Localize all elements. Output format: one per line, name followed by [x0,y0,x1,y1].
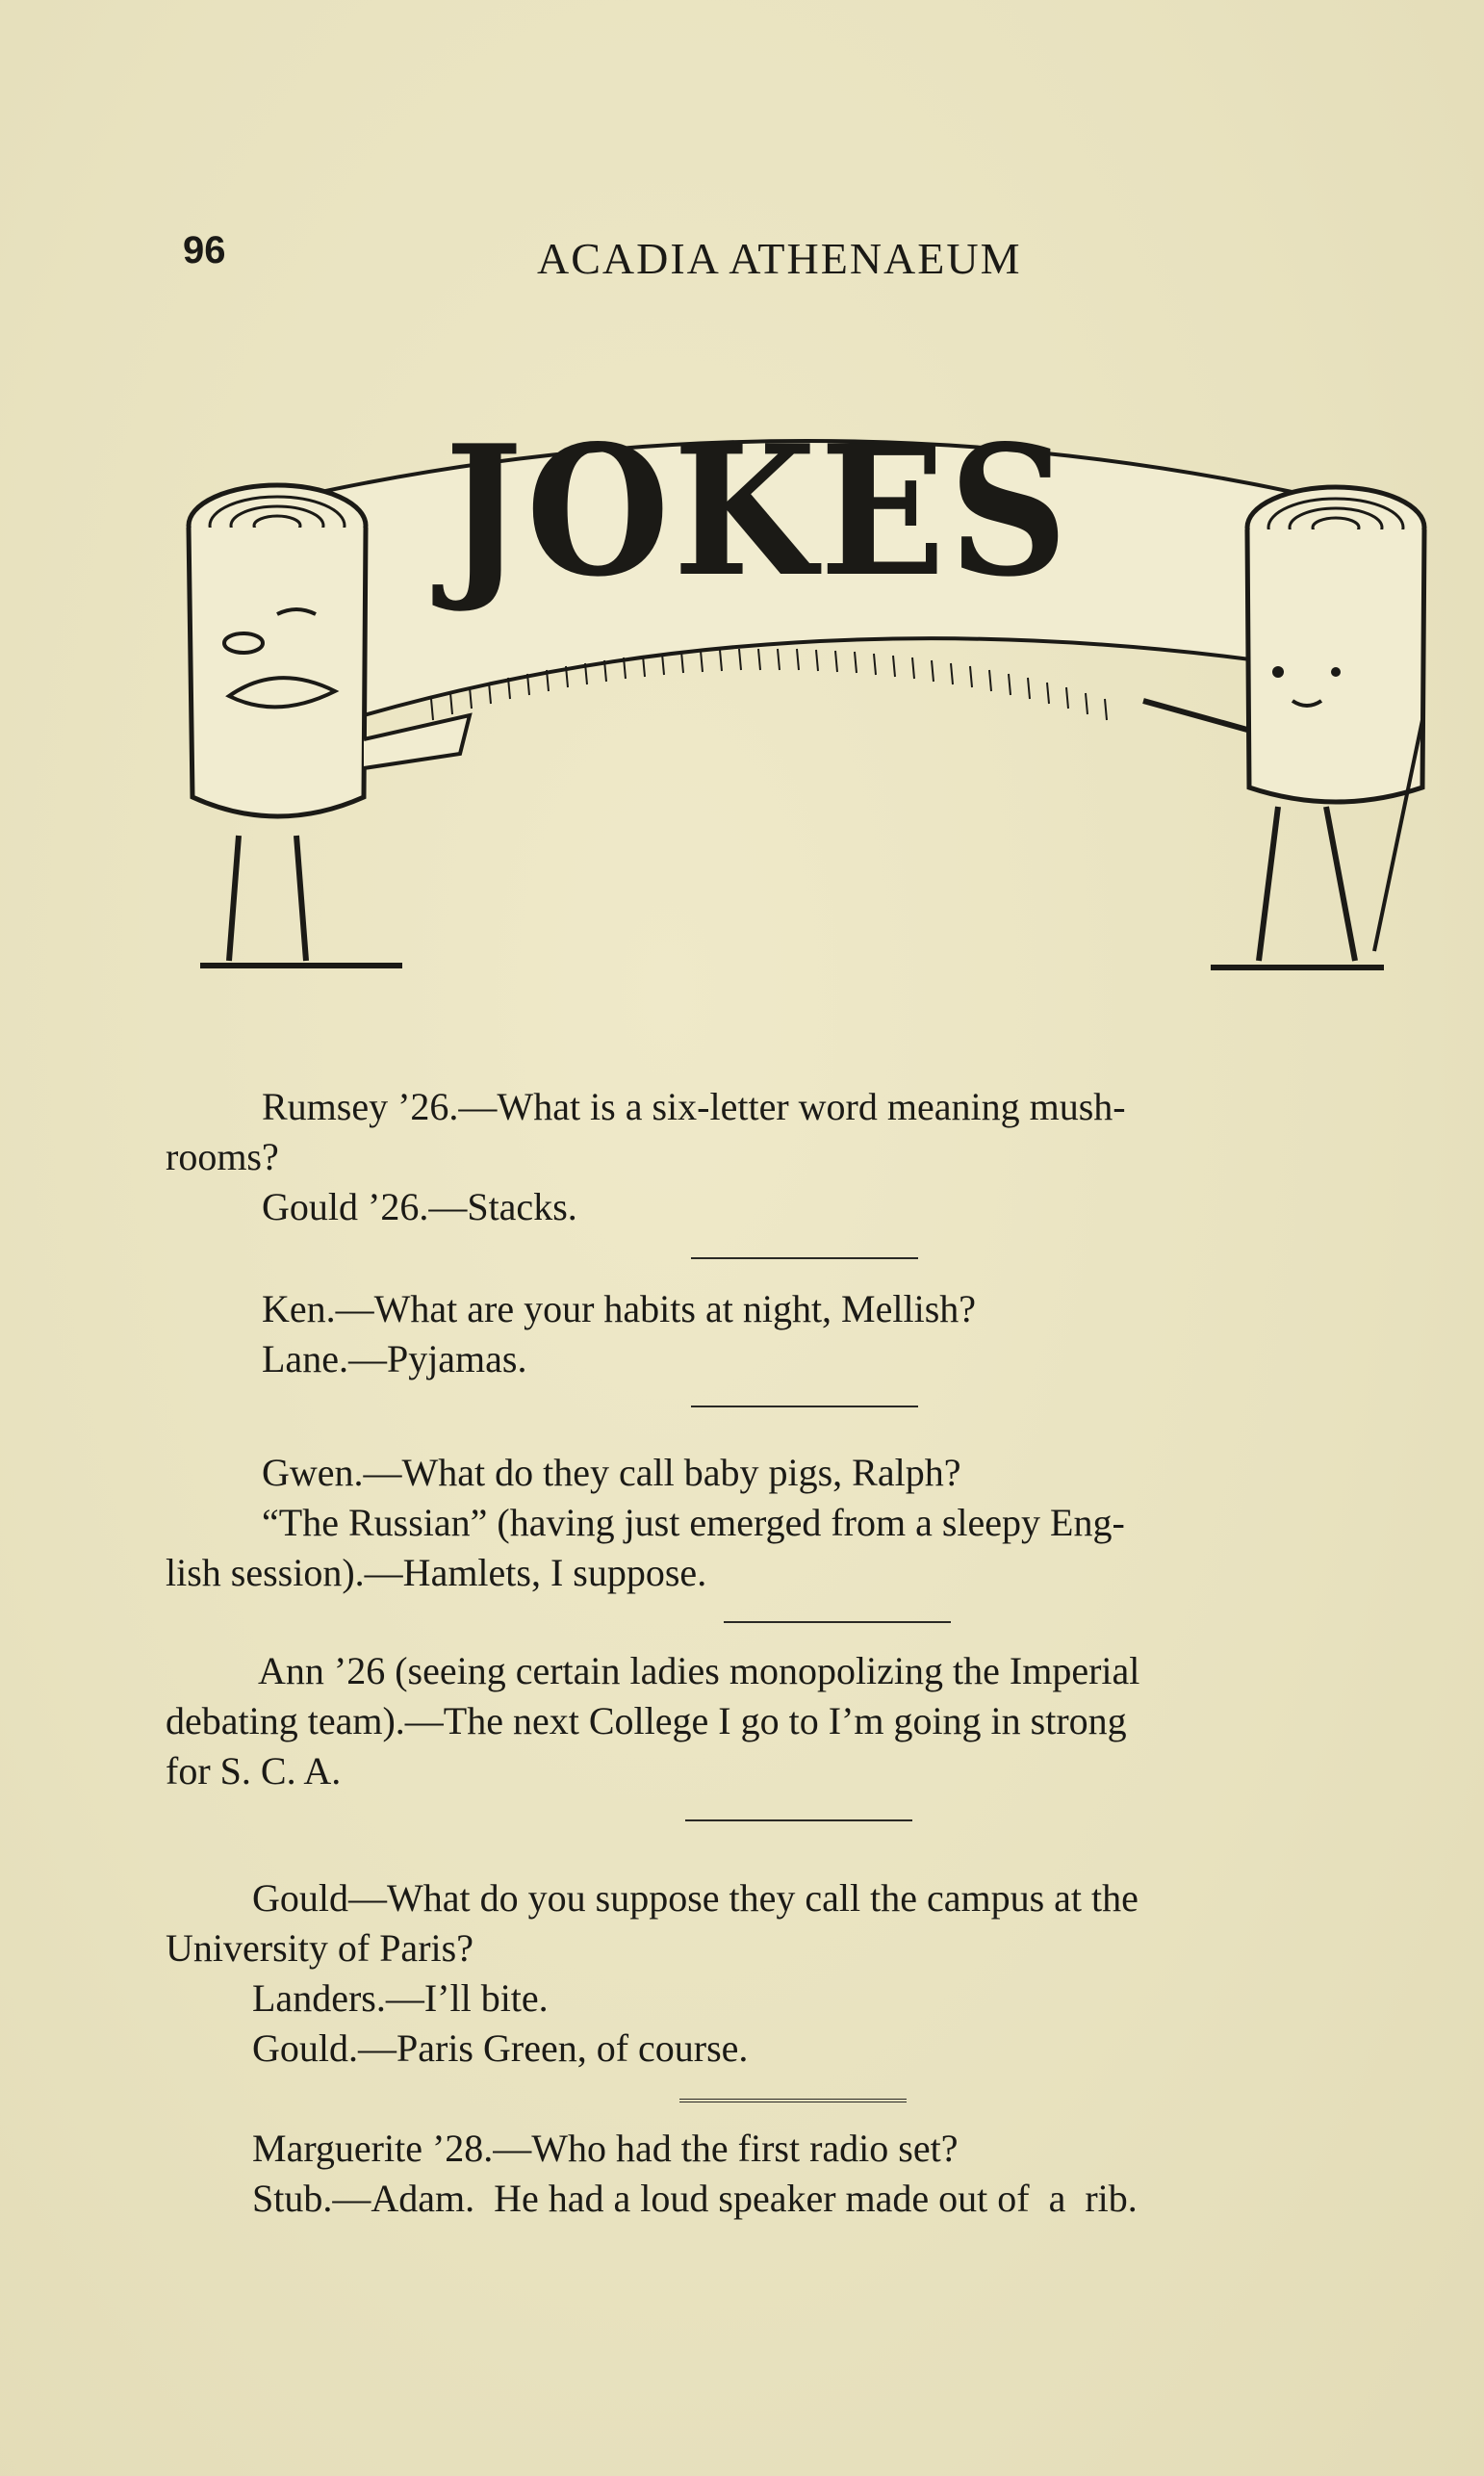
joke-divider [691,1257,918,1259]
joke-line: lish session).—Hamlets, I suppose. [166,1551,707,1594]
joke-line: for S. C. A. [166,1749,342,1793]
joke-line: Gwen.—What do they call baby pigs, Ralph? [262,1451,961,1494]
joke-line: Rumsey ’26.—What is a six-letter word meaning mush- [262,1085,1126,1128]
joke-6 [166,2124,1417,2224]
joke-line: Marguerite ’28.—Who had the first radio set? [252,2127,959,2170]
page-number: 96 [183,229,226,271]
joke-2 [166,1284,1417,1384]
joke-line: Stub.—Adam. He had a loud speaker made out of a rib. [252,2177,1138,2220]
joke-line: debating team).—The next College I go to I’m going in strong [166,1699,1127,1742]
joke-3 [166,1448,1417,1598]
joke-divider [685,1819,912,1821]
joke-line: Gould—What do you suppose they call the campus at the [252,1876,1139,1920]
joke-divider [724,1621,951,1623]
joke-1 [166,1082,1417,1232]
banner-title: JOKES [445,405,1072,616]
joke-line: Gould.—Paris Green, of course. [252,2026,749,2070]
joke-line: Landers.—I’ll bite. [252,1976,549,2020]
joke-line: rooms? [166,1135,279,1178]
journal-title: ACADIA ATHENAEUM [537,234,1022,283]
joke-line: Ken.—What are your habits at night, Mellish? [262,1287,977,1330]
joke-divider [691,1406,918,1407]
joke-line: Ann ’26 (seeing certain ladies monopolizing the Imperial [258,1649,1140,1692]
joke-4 [166,1646,1417,1796]
joke-line: “The Russian” (having just emerged from a sleepy Eng- [262,1501,1125,1544]
joke-5 [166,1873,1417,2074]
joke-divider [679,2099,907,2102]
joke-line: Lane.—Pyjamas. [262,1337,527,1380]
joke-line: Gould ’26.—Stacks. [262,1185,577,1228]
running-head [0,229,1484,287]
joke-line: University of Paris? [166,1926,473,1970]
